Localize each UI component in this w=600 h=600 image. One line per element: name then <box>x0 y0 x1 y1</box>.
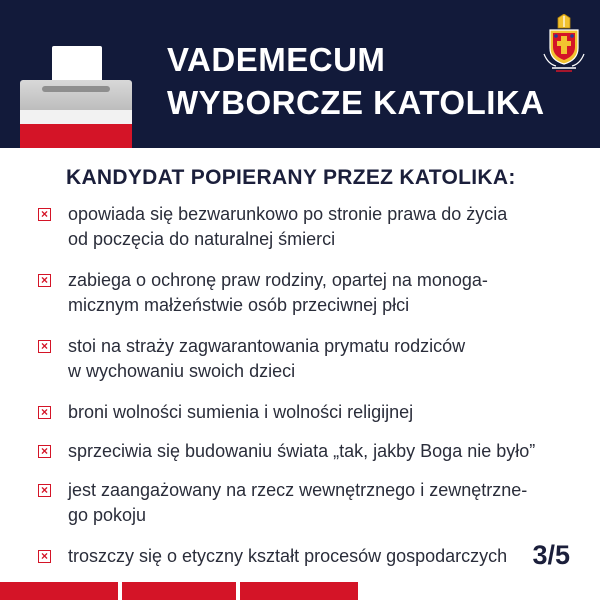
checkbox-x-icon: × <box>38 340 51 353</box>
bottom-bar-segment <box>122 582 236 600</box>
list-item <box>36 334 576 384</box>
checkbox-x-icon: × <box>38 484 51 497</box>
list-item <box>36 202 576 252</box>
ballot-box-icon <box>20 40 132 148</box>
list-item-line-1: sprzeciwia się budowaniu świata „tak, jakby Boga nie było” <box>68 441 536 461</box>
list-item-line-1: broni wolności sumienia i wolności religijnej <box>68 402 414 422</box>
page-title <box>167 38 545 124</box>
coat-of-arms-icon <box>542 14 586 74</box>
bottom-bar-segment <box>240 582 358 600</box>
list-item <box>36 400 576 425</box>
list-item <box>36 439 576 464</box>
list-item-line-2: micznym małżeństwie osób przeciwnej płci <box>68 295 410 315</box>
ballot-box-lid <box>20 80 132 110</box>
checkbox-x-icon: × <box>38 274 51 287</box>
list-item-line-1: jest zaangażowany na rzecz wewnętrznego i zewnętrzne- <box>68 480 528 500</box>
title-line-2: WYBORCZE KATOLIKA <box>167 84 545 121</box>
list-item <box>36 268 576 318</box>
list-item <box>36 544 576 569</box>
bottom-bar <box>0 582 600 600</box>
bottom-bar-segment <box>362 582 600 600</box>
ballot-box-white-band <box>20 110 132 124</box>
list-item <box>36 478 576 528</box>
checkbox-x-icon: × <box>38 445 51 458</box>
list-item-line-1: troszczy się o etyczny kształt procesów gospodarczych <box>68 546 508 566</box>
section-heading: KANDYDAT POPIERANY PRZEZ KATOLIKA: <box>66 166 516 189</box>
list-item-line-1: stoi na straży zagwarantowania prymatu rodziców <box>68 336 466 356</box>
list-item-line-1: opowiada się bezwarunkowo po stronie prawa do życia <box>68 204 508 224</box>
ballot-box-red-band <box>20 124 132 148</box>
list-item-line-2: od poczęcia do naturalnej śmierci <box>68 229 336 249</box>
ballot-box-slot <box>42 86 110 92</box>
checkbox-x-icon: × <box>38 208 51 221</box>
page-counter: 3/5 <box>532 540 570 570</box>
list-item-line-1: zabiega o ochronę praw rodziny, opartej na monoga- <box>68 270 488 290</box>
checkbox-x-icon: × <box>38 550 51 563</box>
checkbox-x-icon: × <box>38 406 51 419</box>
bottom-bar-segment <box>0 582 118 600</box>
list-item-line-2: w wychowaniu swoich dzieci <box>68 361 296 381</box>
list-item-line-2: go pokoju <box>68 505 147 525</box>
title-line-1: VADEMECUM <box>167 41 386 78</box>
requirements-list <box>36 202 576 569</box>
header-banner <box>0 0 600 148</box>
